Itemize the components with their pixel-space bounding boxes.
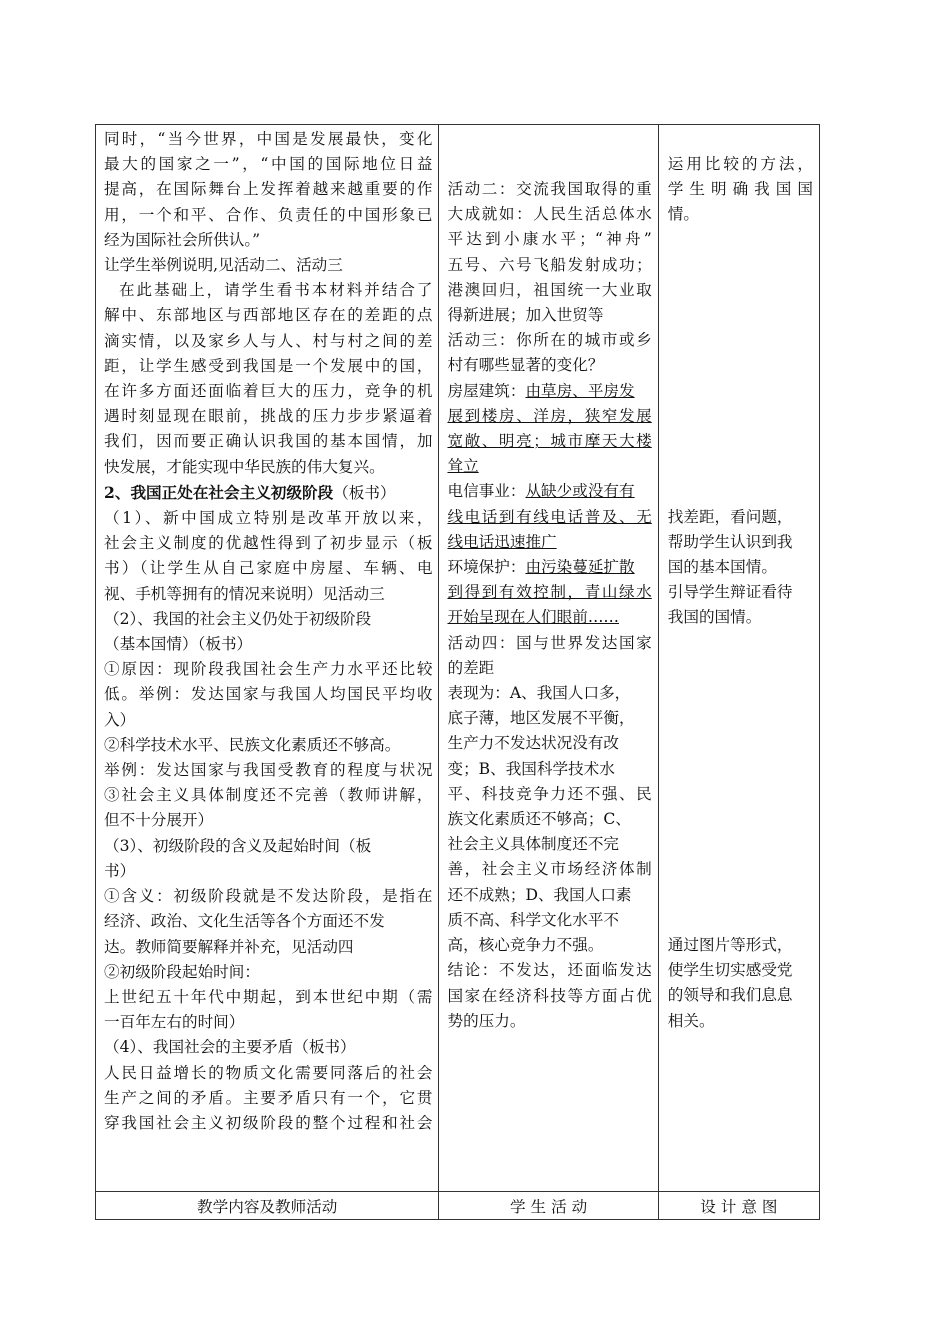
underlined-text: 线电话到有线电话普及、无 — [447, 507, 652, 526]
text-line: 还不成熟；D、我国人口素 — [447, 885, 632, 904]
label-telecom: 电信事业： — [447, 482, 526, 501]
text-line: 在此基础上，请学生看书本材料并结合了 — [119, 281, 433, 300]
student-activity-cell — [439, 125, 658, 1192]
text-line: （3）、初级阶段的含义及起始时间（板 — [104, 836, 372, 855]
text-line: 使学生切实感受党 — [667, 961, 793, 980]
text-line: 滴实情，以及家乡人与人、村与村之间的差 — [104, 331, 433, 350]
text-line: 的领导和我们息息 — [667, 986, 793, 1005]
text-line: 社会主义制度的优越性得到了初步显示（板 — [104, 534, 433, 553]
text-line: 变；B、我国科学技术水 — [447, 759, 615, 778]
text-line: （1）、新中国成立特别是改革开放以来， — [104, 509, 433, 528]
text-line: ①含义：初级阶段就是不发达阶段，是指在 — [104, 887, 433, 906]
footer-teacher-activity: 教学内容及教师活动 — [96, 1192, 439, 1220]
text-line: 一百年左右的时间） — [104, 1013, 245, 1032]
text-line: 举例：发达国家与我国受教育的程度与状况 — [104, 761, 433, 780]
text-line: 大成就如：人民生活总体水 — [447, 205, 652, 224]
text-line: 距，让学生感受到我国是一个发展中的国， — [104, 356, 433, 375]
text-line: 上世纪五十年代中期起，到本世纪中期（需 — [104, 987, 433, 1006]
text-line: 港澳回归，祖国统一大业取 — [447, 280, 652, 299]
text-line: 经济、政治、文化生活等各个方面还不发 — [104, 912, 385, 931]
text-line: 在许多方面还面临着巨大的压力，竞争的机 — [104, 382, 433, 401]
text-line: 村有哪些显著的变化？ — [447, 356, 604, 375]
text-line: 运用比较的方法， — [667, 155, 813, 173]
text-line: 活动四：国与世界发达国家 — [447, 633, 652, 652]
underlined-text: 宽敞、明亮；城市摩天大楼 — [447, 432, 652, 451]
board-note: （板书） — [333, 483, 396, 502]
text-line — [447, 454, 651, 479]
text-line: 活动二：交流我国取得的重 — [447, 180, 652, 198]
underlined-text: 开始呈现在人们眼前…… — [447, 608, 620, 627]
text-line: 引导学生辩证看待 — [667, 583, 793, 602]
text-line: 书） — [104, 861, 136, 880]
text-line: 视、手机等拥有的情况来说明）见活动三 — [104, 584, 385, 603]
text-line: 生产力不发达状况没有改 — [447, 734, 620, 753]
label-environment: 环境保护： — [447, 558, 526, 577]
section-heading-text: 2、我国正处在社会主义初级阶段 — [104, 482, 334, 502]
text-line: 善，社会主义市场经济体制 — [447, 860, 652, 879]
text-line: 我国的国情。 — [667, 608, 762, 627]
underlined-text: 线电话迅速推广 — [447, 532, 557, 551]
text-line: 同时，“当今世界，中国是发展最快，变化 — [104, 130, 433, 148]
text-line: 穿我国社会主义初级阶段的整个过程和社会 — [104, 1113, 433, 1132]
text-line: 找差距，看问题， — [667, 507, 793, 526]
text-line: ②科学技术水平、民族文化素质还不够高。 — [104, 735, 401, 754]
teacher-activity-cell — [96, 125, 439, 1192]
text-line: 学生明确我国国 — [667, 180, 813, 199]
text-line: 达。教师简要解释并补充，见活动四 — [104, 937, 354, 956]
text-line: （4）、我国社会的主要矛盾（板书） — [104, 1038, 356, 1057]
text-line: 势的压力。 — [447, 1011, 526, 1030]
text-line: 平达到小康水平；“神舟” — [447, 230, 652, 249]
underlined-text: 由污染蔓延扩散 — [525, 558, 635, 577]
text-line: 帮助学生认识到我 — [667, 532, 793, 551]
text-line: ①原因：现阶段我国社会生产力水平还比较 — [104, 660, 433, 679]
text-line — [447, 555, 651, 580]
text-line — [447, 605, 651, 630]
text-line: 低。举例：发达国家与我国人均国民平均收 — [104, 685, 433, 704]
text-line: 得新进展；加入世贸等 — [447, 306, 604, 325]
footer-design-intent: 设 计 意 图 — [658, 1192, 819, 1220]
text-line: 结论：不发达，还面临发达 — [447, 961, 652, 980]
text-line: 书）（让学生从自己家庭中房屋、车辆、电 — [104, 559, 433, 578]
text-line: 底子薄，地区发展不平衡， — [447, 709, 635, 728]
text-line: （基本国情）（板书） — [104, 635, 253, 654]
lesson-plan-table — [95, 124, 820, 1220]
footer-row — [96, 1192, 820, 1220]
text-line: 遇时刻显现在眼前，挑战的压力步步紧逼着 — [104, 407, 433, 426]
content-row — [96, 125, 820, 1192]
text-line: 的差距 — [447, 658, 495, 677]
text-line: 人民日益增长的物质文化需要同落后的社会 — [104, 1063, 433, 1082]
underlined-text: 耸立 — [447, 457, 479, 476]
design-intent-cell — [658, 125, 819, 1192]
text-line: ②初级阶段起始时间： — [104, 962, 260, 981]
text-line: 生产之间的矛盾。主要矛盾只有一个，它贯 — [104, 1088, 433, 1107]
text-line: 表现为：A、我国人口多， — [447, 684, 631, 703]
underlined-text: 到得到有效控制，青山绿水 — [447, 583, 652, 602]
section-heading — [104, 480, 432, 506]
text-line: 快发展，才能实现中华民族的伟大复兴。 — [104, 457, 385, 476]
text-line — [447, 379, 651, 404]
text-line: 通过图片等形式， — [667, 935, 793, 954]
text-line: 最大的国家之一”，“中国的国际地位日益 — [104, 155, 433, 174]
text-line: 相关。 — [667, 1011, 715, 1030]
text-line: 活动三：你所在的城市或乡 — [447, 331, 652, 350]
label-housing: 房屋建筑： — [447, 381, 526, 400]
text-line: ③社会主义具体制度还不完善（教师讲解， — [104, 786, 433, 805]
underlined-text: 由草房、平房发 — [525, 381, 635, 400]
text-line: 高，核心竞争力不强。 — [447, 936, 604, 955]
text-line: 质不高、科学文化水平不 — [447, 910, 620, 929]
text-line: 五号、六号飞船发射成功； — [447, 255, 652, 274]
text-line: 解中、东部地区与西部地区存在的差距的点 — [104, 306, 433, 325]
text-line: （2）、我国的社会主义仍处于初级阶段 — [104, 609, 372, 628]
text-line: 我们，因而要正确认识我国的基本国情，加 — [104, 432, 433, 451]
footer-student-activity: 学 生 活 动 — [439, 1192, 658, 1220]
text-line: 提高，在国际舞台上发挥着越来越重要的作 — [104, 180, 433, 199]
text-line: 国的基本国情。 — [667, 558, 777, 577]
text-line: 入） — [104, 710, 136, 729]
text-line: 用，一个和平、合作、负责任的中国形象已 — [104, 205, 433, 224]
text-line — [447, 530, 651, 555]
text-line: 情。 — [667, 205, 699, 224]
text-line: 平、科技竞争力还不强、民 — [447, 784, 652, 803]
underlined-text: 展到楼房、洋房，狭窄发展 — [447, 406, 652, 425]
underlined-text: 从缺少或没有有 — [525, 482, 635, 501]
text-line: 社会主义具体制度还不完 — [447, 835, 620, 854]
text-line: 但不十分展开） — [104, 811, 214, 830]
text-line — [447, 479, 651, 504]
text-line: 让学生举例说明,见活动二、活动三 — [104, 256, 343, 275]
text-line: 国家在经济科技等方面占优 — [447, 986, 652, 1005]
text-line: 族文化素质还不够高；C、 — [447, 810, 631, 829]
text-line: 经为国际社会所供认。” — [104, 230, 261, 249]
